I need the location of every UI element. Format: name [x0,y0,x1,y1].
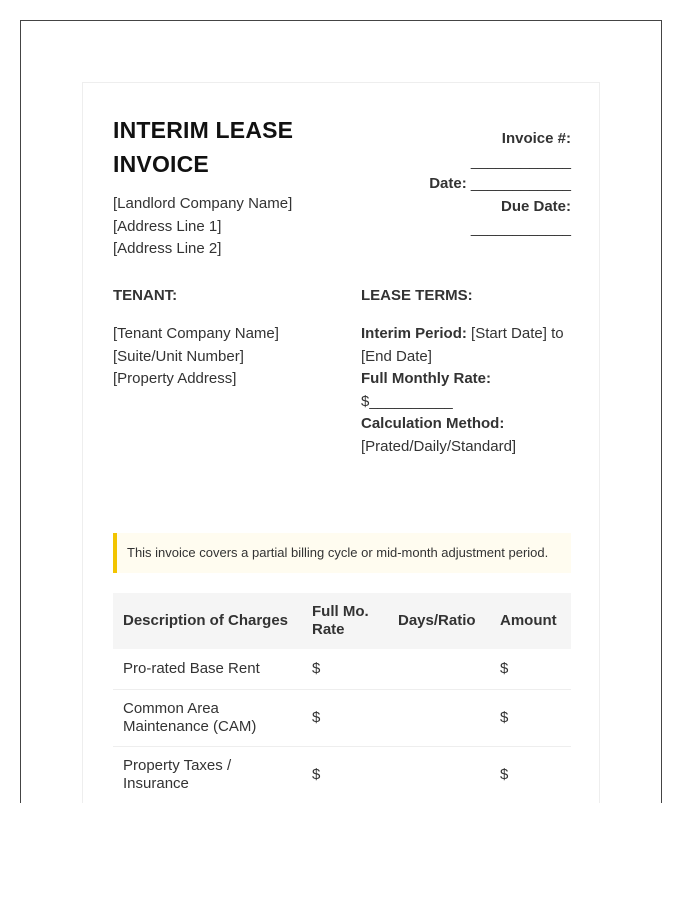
table-row [113,690,571,747]
landlord-address [113,193,363,261]
due-date-blank: ____________ [470,220,571,237]
charge-ratio [388,649,490,690]
partial-cycle-notice: This invoice covers a partial billing cycle or mid-month adjustment period. [113,533,571,573]
invoice-title [113,113,363,181]
date-blank: ____________ [470,175,571,192]
charge-amount: $ [490,649,571,690]
interim-period [361,323,571,368]
charges-table [113,593,571,803]
tenant-property-address: [Property Address] [113,370,237,387]
title-line-2: INVOICE [113,151,209,177]
charge-ratio [388,747,490,804]
date-label: Date: [429,175,467,192]
tenant-unit: [Suite/Unit Number] [113,347,244,365]
table-header-row [113,593,571,649]
document-frame [20,20,662,803]
landlord-address-line-2: [Address Line 2] [113,240,222,257]
monthly-rate-label: Full Monthly Rate: [361,370,491,387]
tenant-company: [Tenant Company Name] [113,325,279,342]
invoice-header [113,113,571,263]
charge-amount: $ [490,747,571,804]
charge-rate: $ [302,690,388,747]
column-header-days-ratio: Days/Ratio [388,593,490,649]
landlord-address-line-1: [Address Line 1] [113,217,222,235]
charge-rate: $ [302,747,388,804]
interim-period-label: Interim Period: [361,325,467,342]
monthly-rate-value: $__________ [361,392,453,410]
table-row [113,747,571,804]
charge-ratio [388,690,490,747]
header-left [113,113,363,261]
column-header-description: Description of Charges [113,593,302,649]
charge-description: Property Taxes / Insurance [113,747,302,804]
invoice-page [82,82,600,803]
lease-terms-heading: LEASE TERMS: [361,287,473,304]
charge-amount: $ [490,690,571,747]
invoice-meta [391,128,571,241]
calculation-method-label: Calculation Method: [361,415,505,432]
charge-description: Pro-rated Base Rent [113,649,302,690]
invoice-number-label: Invoice #: [501,130,571,147]
invoice-content [113,113,571,803]
title-line-1: INTERIM LEASE [113,117,294,143]
charge-rate: $ [302,649,388,690]
column-header-amount: Amount [490,593,571,649]
tenant-heading: TENANT: [113,287,178,304]
invoice-number-blank: ____________ [470,152,571,170]
charge-description: Common Area Maintenance (CAM) [113,690,302,747]
landlord-company: [Landlord Company Name] [113,195,293,212]
column-header-full-rate: Full Mo. Rate [302,593,388,649]
calculation-method-value: [Prated/Daily/Standard] [361,437,517,455]
lease-terms-block [361,285,571,458]
tenant-block [113,285,343,391]
table-row [113,649,571,690]
interim-period-value: [Start Date] to [End Date] [361,325,564,365]
due-date-label: Due Date: [500,197,571,215]
parties-section [113,285,571,515]
